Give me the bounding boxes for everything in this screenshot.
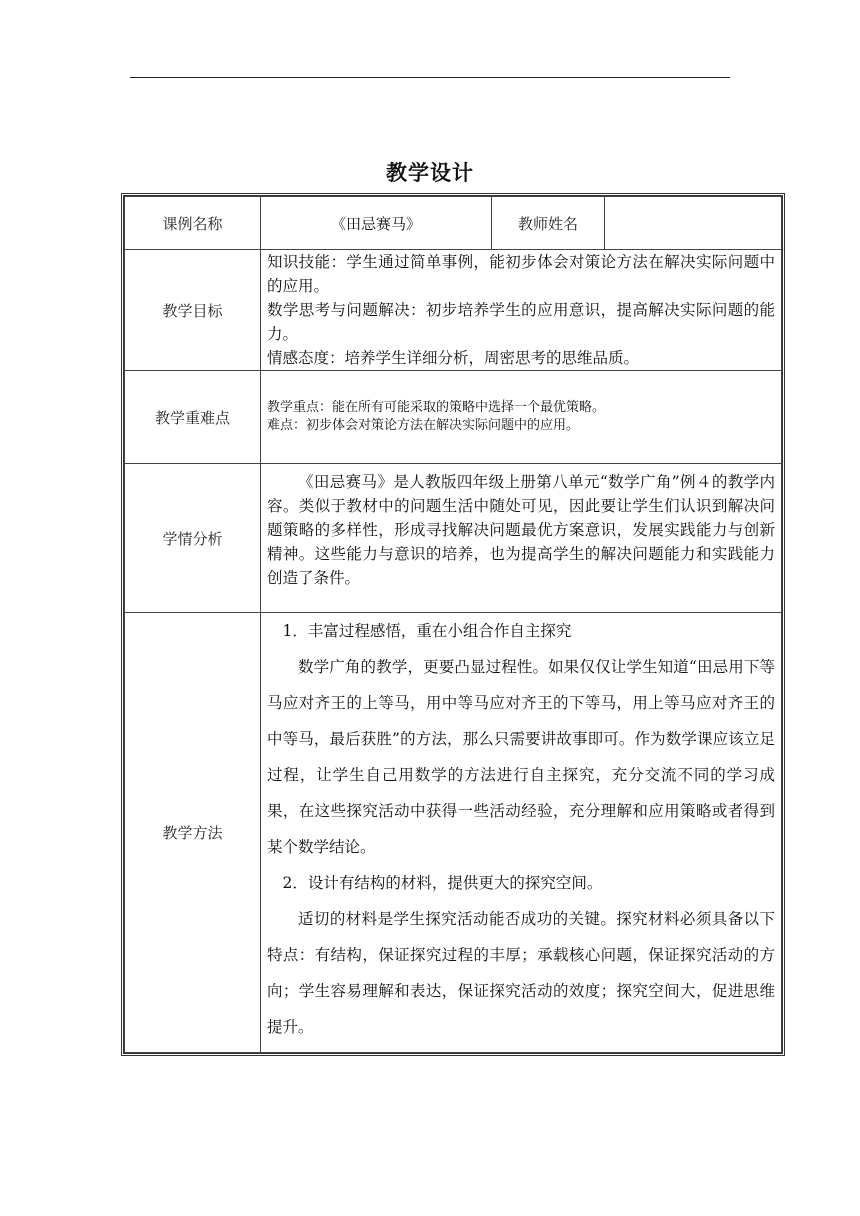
methods-label: 教学方法 (125, 613, 261, 1053)
method-heading-1: 1．丰富过程感悟，重在小组合作自主探究 (282, 622, 572, 640)
row-methods (125, 613, 782, 1053)
teacher-name-value (605, 197, 782, 250)
method-paragraph-1: 数学广角的教学，更要凸显过程性。如果仅仅让学生知道“田忌用下等马应对齐王的上等马，用中等马应对齐王的下等马，用上等马应对齐王的中等马，最后获胜”的方法，那么只需要讲故事即可。作为数学课应该立足过程，让学生自己用数学的方法进行自主探究，充分交流不同的学习成果，在这些探究活动中获得一些活动经验，充分理解和应用策略或者得到某个数学结论。 (267, 658, 775, 856)
lesson-plan-table (121, 193, 785, 1056)
goal-thinking: 数学思考与问题解决：初步培养学生的应用意识，提高解决实际问题的能力。 (267, 301, 775, 343)
key-points-label: 教学重难点 (125, 371, 261, 464)
lesson-name-label: 课例名称 (125, 197, 261, 250)
goals-label: 教学目标 (125, 250, 261, 371)
analysis-content (261, 464, 782, 613)
row-goals (125, 250, 782, 371)
teacher-name-label: 教师姓名 (492, 197, 605, 250)
method-heading-2: 2．设计有结构的材料，提供更大的探究空间。 (282, 874, 603, 892)
method-paragraph-2: 适切的材料是学生探究活动能否成功的关键。探究材料必须具备以下特点：有结构，保证探究过程的丰厚；承载核心问题，保证探究活动的方向；学生容易理解和表达，保证探究活动的效度；探究空间大，促进思维提升。 (267, 910, 775, 1036)
page-title: 教学设计 (386, 160, 474, 185)
analysis-label: 学情分析 (125, 464, 261, 613)
methods-content (261, 613, 782, 1053)
row-analysis (125, 464, 782, 613)
lesson-name-value: 《田忌赛马》 (261, 197, 492, 250)
goals-content (261, 250, 782, 371)
goal-knowledge: 知识技能：学生通过简单事例，能初步体会对策论方法在解决实际问题中的应用。 (267, 253, 775, 295)
goal-attitude: 情感态度：培养学生详细分析，周密思考的思维品质。 (267, 349, 640, 367)
header-rule (130, 77, 730, 78)
key-point-difficulty: 难点：初步体会对策论方法在解决实际问题中的应用。 (267, 418, 580, 433)
row-key-points (125, 371, 782, 464)
key-point-focus: 教学重点：能在所有可能采取的策略中选择一个最优策略。 (267, 400, 606, 415)
analysis-text: 《田忌赛马》是人教版四年级上册第八单元“数学广角”例４的教学内容。类似于教材中的问题生活中随处可见，因此要让学生们认识到解决问题策略的多样性，形成寻找解决问题最优方案意识，发展实践能力与创新精神。这些能力与意识的培养，也为提高学生的解决问题能力和实践能力创造了条件。 (267, 473, 775, 587)
key-points-content (261, 371, 782, 464)
row-lesson-info (125, 197, 782, 250)
